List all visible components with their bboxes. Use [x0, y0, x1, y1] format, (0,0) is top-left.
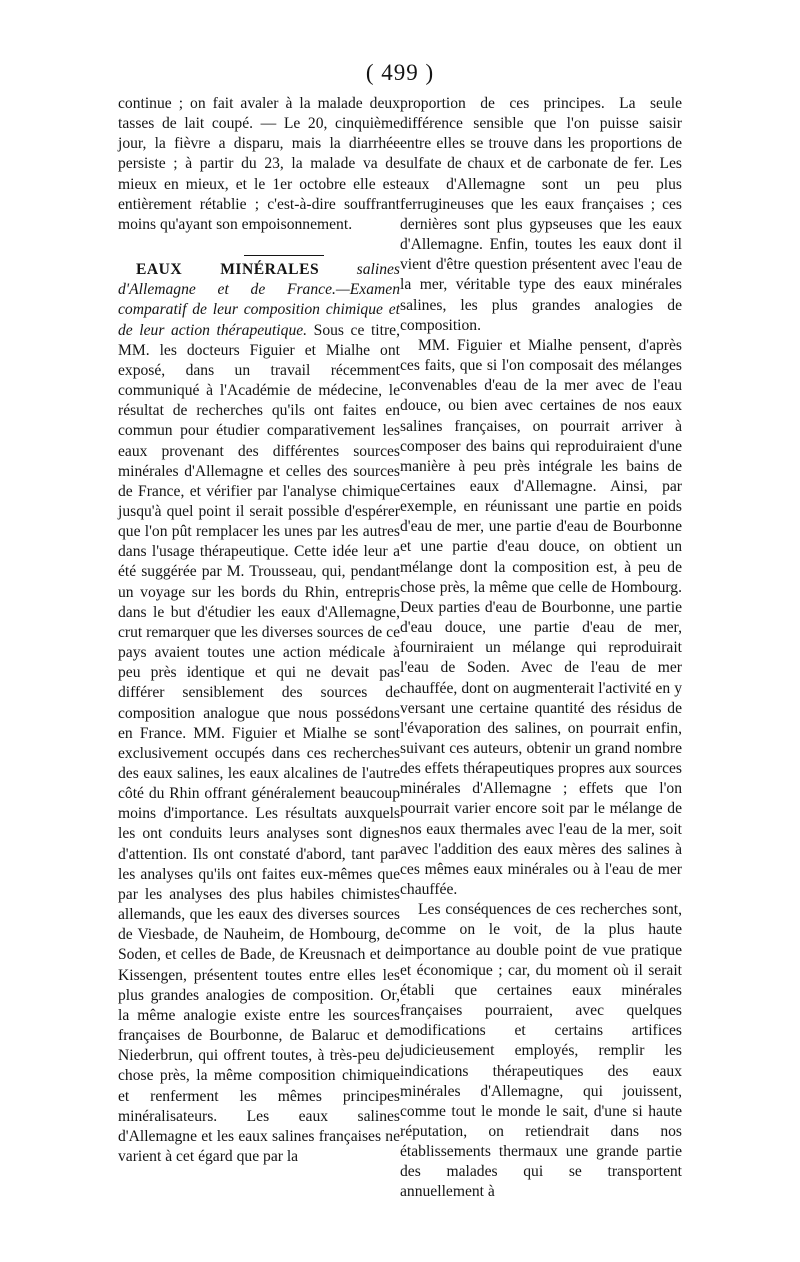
page-number: ( 499 ) [365, 60, 435, 85]
paragraph-consequences: Les conséquences de ces recherches sont, comme on le voit, de la plus haute importance au double point de vue pratique et économique ; car, du moment où il serait établi que certaines eaux minérales françaises pourraient, avec quelques modifications et certains artifices judicieusement employés, remplir les indications thérapeutiques des eaux minérales d'Allemagne, qui jouissent, comme tout le monde le sait, d'une si haute réputation, on retiendrait dans nos établissements thermaux une grande partie des malades qui se transportent annuellement à [400, 901, 682, 1201]
left-column [118, 94, 400, 1167]
right-column [400, 94, 682, 1203]
paragraph-figuier-mialhe: MM. Figuier et Mialhe pensent, d'après ces faits, que si l'on composait des mélanges convenables d'eau de la mer avec de l'eau douce, ou bien avec certaines de nos eaux salines françaises, on pourrait arriver à composer des bains qui reproduiraient d'une manière à peu près intégrale les bains de certaines eaux d'Allemagne. Ainsi, par exemple, en réunissant une partie en poids d'eau de mer, une partie d'eau de Bourbonne et une partie d'eau douce, on obtient un mélange dont la composition est, à peu de chose près, la même que celle de Hombourg. Deux parties d'eau de Bourbonne, une partie d'eau douce, une partie d'eau de mer, fourniraient un mélange qui reproduirait l'eau de Soden. Avec de l'eau de mer chauffée, dont on augmenterait l'activité en y versant une certaine quantité des résidus de l'évaporation des salines, on pourrait enfin, suivant ces auteurs, obtenir un grand nombre des effets thérapeutiques propres aux sources minérales d'Allemagne ; effets que l'on pourrait varier encore soit par le mélange de nos eaux thermales avec l'eau de la mer, soit avec l'addition des eaux mères des salines à ces mêmes eaux minérales ou à l'eau de mer chauffée. [400, 336, 682, 899]
article-body: Sous ce titre, MM. les docteurs Figuier et Mialhe ont exposé, dans un travail récemment communiqué à l'Académie de médecine, le résultat de recherches qu'ils ont faites en commun pour étudier comparativement les eaux provenant des différentes sources minérales d'Allemagne et celles des sources de France, et vérifier par l'analyse chimique jusqu'à quel point il serait possible d'espérer que l'on pût remplacer les unes par les autres dans l'usage thérapeutique. Cette idée leur a été suggérée par M. Trousseau, qui, pendant un voyage sur les bords du Rhin, entrepris dans le but d'étudier les eaux d'Allemagne, crut remarquer que les diverses sources de ce pays avaient toutes une action médicale à peu près identique et qui ne devait pas différer sensiblement des sources de composition analogue que nous possédons en France. MM. Figuier et Mialhe se sont exclusivement occupés dans ces recherches des eaux salines, les eaux alcalines de l'autre côté du Rhin offrant généralement beaucoup moins d'importance. Les résultats auxquels les ont conduits leurs analyses sont dignes d'attention. Ils ont constaté d'abord, tant par les analyses qu'ils ont faites eux-mêmes que par les analyses des plus habiles chimistes allemands, que les eaux des diverses sources de Viesbade, de Nauheim, de Hombourg, de Soden, et celles de Bade, de Kreusnach et de Kissengen, présentent toutes entre elles les plus grandes analogies de composition. Or, la même analogie existe entre les sources françaises de Bourbonne, de Balaruc et de Niederbrun, qui offrent toutes, à très-peu de chose près, la même composition chimique et renferment les mêmes principes minéralisateurs. Les eaux salines d'Allemagne et les eaux salines françaises ne varient à cet égard que par la [118, 321, 400, 1165]
article-subtitle: salines d'Allemagne et de France.—Examen comparatif de leur composition chimique et de leur action thérapeutique. [118, 261, 400, 339]
paragraph-continued: proportion de ces principes. La seule différence sensible que l'on puisse saisir entre elles se trouve dans les proportions de sulfate de chaux et de carbonate de fer. Les eaux d'Allemagne sont un peu plus ferrugineuses que les eaux françaises ; ces dernières sont plus gypseuses que les eaux d'Allemagne. Enfin, toutes les eaux dont il vient d'être question présentent avec l'eau de la mer, véritable type des eaux minérales salines, les plus grandes analogies de composition. [400, 95, 682, 334]
article-paragraph [118, 260, 400, 1167]
section-divider [244, 255, 324, 256]
continuation-paragraph: continue ; on fait avaler à la malade deux tasses de lait coupé. — Le 20, cinquième jour, la fièvre a disparu, mais la diarrhée persiste ; à partir du 23, la malade va de mieux en mieux, et le 1er octobre elle est entièrement rétablie ; c'est-à-dire souffrant moins qu'ayant son empoisonnement. [118, 95, 400, 233]
article-heading: EAUX MINÉRALES [136, 261, 320, 279]
